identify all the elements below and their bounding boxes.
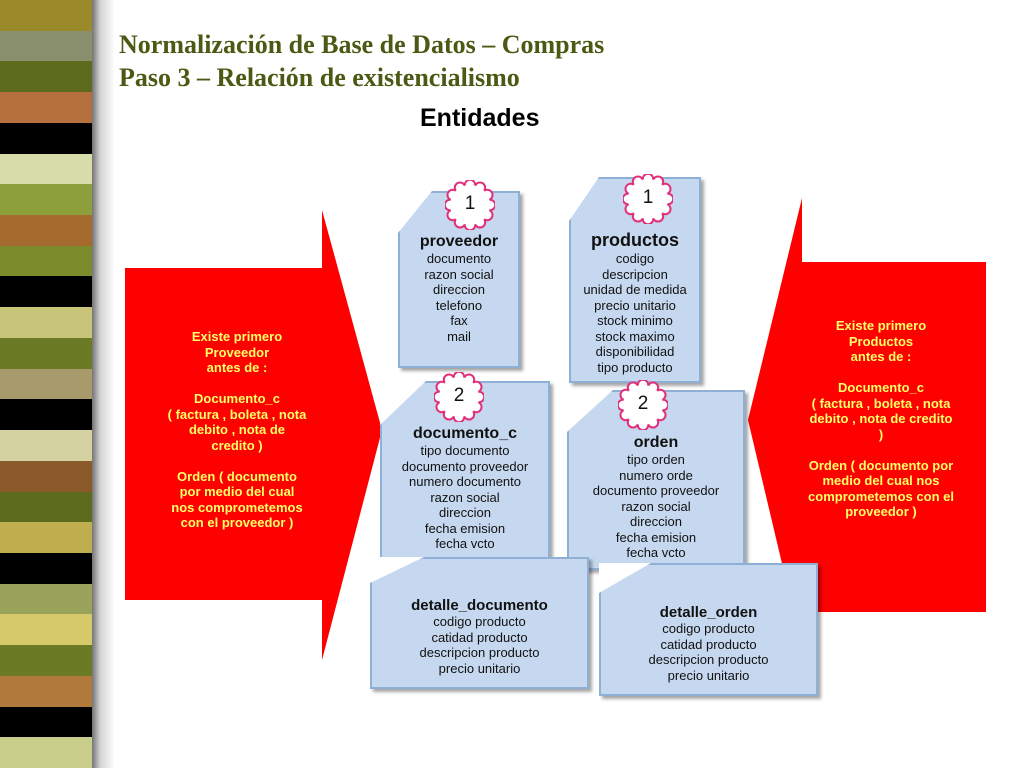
slide-title: Normalización de Base de Datos – Compras (119, 30, 605, 59)
entity-field: catidad producto (660, 636, 757, 652)
entity-field: precio unitario (667, 667, 750, 683)
badge-productos (623, 174, 673, 224)
entity-field: telefono (435, 297, 483, 313)
entities-heading: Entidades (420, 104, 540, 132)
entity-name: documento_c (412, 425, 517, 442)
badge-proveedor (445, 180, 495, 230)
badge-orden (618, 380, 668, 430)
entity-field: direccion (438, 505, 492, 520)
entity-field: numero orde (619, 467, 693, 483)
right-arrow-note: Existe primero Productos antes de : Documento_c ( factura , boleta , nota debito , nota de credito ) Orden ( documento por medio del cual nos comprometemos con el proveedor ) (808, 318, 954, 519)
card-fold-corner (380, 381, 426, 425)
slide-subtitle: Paso 3 – Relación de existencialismo (119, 63, 520, 92)
badge-number: 2 (453, 385, 465, 406)
entity-field: precio unitario (438, 660, 521, 676)
entity-field: tipo producto (597, 359, 673, 375)
entity-name: proveedor (419, 233, 499, 250)
entity-field: unidad de medida (583, 282, 687, 297)
entity-field: documento proveedor (401, 458, 529, 474)
entity-field: mail (447, 328, 471, 344)
entity-field: documento (426, 251, 492, 266)
entity-field: codigo producto (433, 614, 526, 629)
badge-number: 1 (642, 187, 654, 208)
badge-number: 1 (464, 193, 476, 214)
entity-name: productos (591, 230, 679, 250)
entity-field: fecha vcto (626, 545, 686, 560)
entity-card-detalle-documento (370, 557, 589, 689)
entity-name: orden (633, 434, 679, 451)
card-fold-corner (569, 177, 599, 221)
card-fold-corner (370, 557, 424, 583)
entity-field: fax (450, 313, 468, 328)
entity-field: codigo (615, 251, 655, 266)
badge-number: 2 (637, 393, 649, 414)
left-arrow-note: Existe primero Proveedor antes de : Documento_c ( factura , boleta , nota debito , nota de credito ) Orden ( documento por medio del cual nos comprometemos con el proveedor ) (167, 329, 307, 530)
entity-field: razon social (430, 489, 500, 505)
entity-field: documento proveedor (592, 483, 720, 498)
entity-field: razon social (621, 498, 691, 514)
entity-field: descripcion producto (419, 645, 540, 660)
entity-field: codigo producto (662, 621, 755, 636)
entity-field: numero documento (408, 474, 521, 489)
entity-field: direccion (432, 282, 486, 297)
entity-name: detalle_documento (411, 597, 548, 614)
entity-card-detalle-orden (599, 563, 818, 696)
entity-field: direccion (629, 514, 683, 529)
entity-field: razon social (424, 266, 494, 282)
entity-field: descripcion producto (648, 652, 769, 667)
entity-field: fecha emision (424, 520, 506, 536)
entity-field: stock maximo (595, 328, 675, 344)
entity-field: fecha vcto (435, 536, 495, 551)
entity-name: detalle_orden (659, 604, 758, 621)
entity-field: tipo documento (420, 443, 510, 458)
card-fold-corner (567, 390, 613, 432)
entity-field: precio unitario (594, 297, 676, 313)
entity-field: fecha emision (615, 529, 697, 545)
entity-field: catidad producto (431, 629, 528, 645)
entity-field: descripcion (602, 266, 668, 282)
card-fold-corner (398, 191, 432, 233)
entity-field: stock minimo (597, 313, 673, 328)
entity-field: disponibilidad (595, 344, 675, 359)
entity-field: tipo orden (627, 452, 685, 467)
badge-documento-c (434, 372, 484, 422)
card-fold-corner (599, 563, 651, 593)
